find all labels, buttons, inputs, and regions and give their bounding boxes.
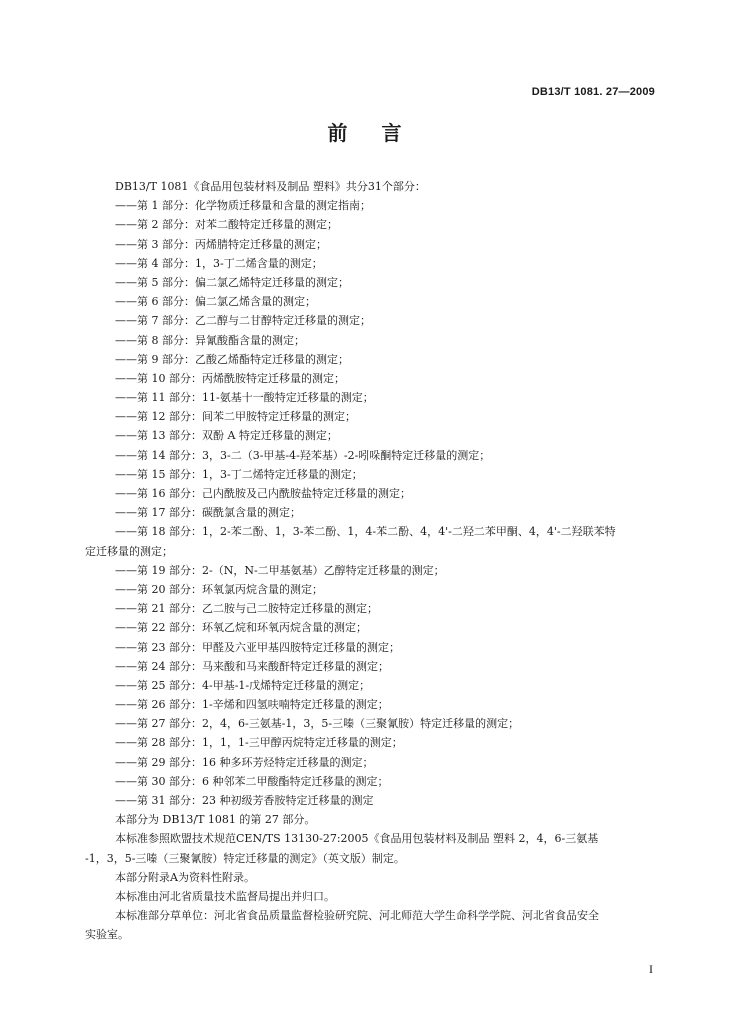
part-item: ——第 26 部分：1-辛烯和四氢呋喃特定迁移量的测定； <box>115 698 389 712</box>
this-part-statement: 本部分为 DB13/T 1081 的第 27 部分。 <box>115 813 316 827</box>
part-item: ——第 21 部分：乙二胺与己二胺特定迁移量的测定； <box>115 602 378 616</box>
part-item: ——第 25 部分：4-甲基-1-戊烯特定迁移量的测定； <box>115 678 371 692</box>
part-item: ——第 29 部分：16 种多环芳烃特定迁移量的测定； <box>115 755 374 769</box>
part-item: ——第 15 部分：1，3-丁二烯特定迁移量的测定； <box>115 467 363 481</box>
part-item-18-line1: ——第 18 部分：1，2-苯二酚、1，3-苯二酚、1，4-苯二酚、4，4'-二羟二苯甲酮、4，4'-二羟联苯特 <box>115 525 616 539</box>
part-item: ——第 9 部分：乙酸乙烯酯特定迁移量的测定； <box>115 352 349 366</box>
document-code: DB13/T 1081. 27—2009 <box>531 86 655 98</box>
part-item: ——第 28 部分：1，1，1-三甲醇丙烷特定迁移量的测定； <box>115 736 403 750</box>
part-item: ——第 6 部分：偏二氯乙烯含量的测定； <box>115 295 316 309</box>
part-item: ——第 22 部分：环氧乙烷和环氧丙烷含量的测定； <box>115 621 367 635</box>
part-item: ——第 17 部分：碳酰氯含量的测定； <box>115 506 301 520</box>
part-item: ——第 24 部分：马来酸和马来酸酐特定迁移量的测定； <box>115 659 389 673</box>
part-item: ——第 10 部分：丙烯酰胺特定迁移量的测定； <box>115 371 345 385</box>
part-item: ——第 3 部分：丙烯腈特定迁移量的测定； <box>115 237 327 251</box>
page-title: 前言 <box>327 121 436 145</box>
part-item-18 <box>85 522 660 560</box>
part-item: ——第 30 部分：6 种邻苯二甲酸酯特定迁移量的测定； <box>115 774 389 788</box>
part-item: ——第 12 部分：间苯二甲胺特定迁移量的测定； <box>115 410 356 424</box>
part-item: ——第 20 部分：环氧氯丙烷含量的测定； <box>115 582 323 596</box>
part-item: ——第 23 部分：甲醛及六亚甲基四胺特定迁移量的测定； <box>115 640 400 654</box>
part-item: ——第 1 部分：化学物质迁移量和含量的测定指南； <box>115 199 371 213</box>
part-item: ——第 5 部分：偏二氯乙烯特定迁移量的测定； <box>115 275 349 289</box>
part-item: ——第 7 部分：乙二醇与二甘醇特定迁移量的测定； <box>115 314 371 328</box>
part-item: ——第 11 部分：11-氨基十一酸特定迁移量的测定； <box>115 391 374 405</box>
reference-line2: -1，3，5-三嗪（三聚氰胺）特定迁移量的测定》（英文版）制定。 <box>85 851 405 865</box>
drafters-statement <box>85 906 660 944</box>
document-body <box>85 177 660 945</box>
proposer-statement: 本标准由河北省质量技术监督局提出并归口。 <box>115 890 335 903</box>
page-number: I <box>649 962 653 976</box>
reference-line1: 本标准参照欧盟技术规范CEN/TS 13130-27:2005《食品用包装材料及制品 塑料 2，4，6-三氨基 <box>115 832 599 846</box>
part-item: ——第 27 部分：2，4，6-三氨基-1，3，5-三嗪（三聚氰胺）特定迁移量的测定； <box>115 717 520 731</box>
intro-text: DB13/T 1081《食品用包装材料及制品 塑料》共分31个部分： <box>115 180 426 193</box>
part-item: ——第 8 部分：异氰酸酯含量的测定； <box>115 333 305 347</box>
part-item: ——第 2 部分：对苯二酸特定迁移量的测定； <box>115 218 338 232</box>
part-item: ——第 19 部分：2-（N，N-二甲基氨基）乙醇特定迁移量的测定； <box>115 563 445 577</box>
part-item: ——第 13 部分：双酚 A 特定迁移量的测定； <box>115 429 338 443</box>
part-item: ——第 4 部分：1，3-丁二烯含量的测定； <box>115 256 323 270</box>
part-item: ——第 14 部分：3，3-二（3-甲基-4-羟苯基）-2-吲哚酮特定迁移量的测定； <box>115 448 491 462</box>
part-item-18-line2: 定迁移量的测定； <box>85 544 173 558</box>
drafters-line2: 实验室。 <box>85 928 129 942</box>
reference-statement <box>85 829 660 867</box>
drafters-line1: 本标准部分草单位：河北省食品质量监督检验研究院、河北师范大学生命科学学院、河北省食品安全 <box>115 909 599 923</box>
part-item: ——第 31 部分：23 种初级芳香胺特定迁移量的测定 <box>115 794 374 808</box>
part-item: ——第 16 部分：己内酰胺及己内酰胺盐特定迁移量的测定； <box>115 487 411 500</box>
appendix-statement: 本部分附录A为资料性附录。 <box>115 870 255 884</box>
